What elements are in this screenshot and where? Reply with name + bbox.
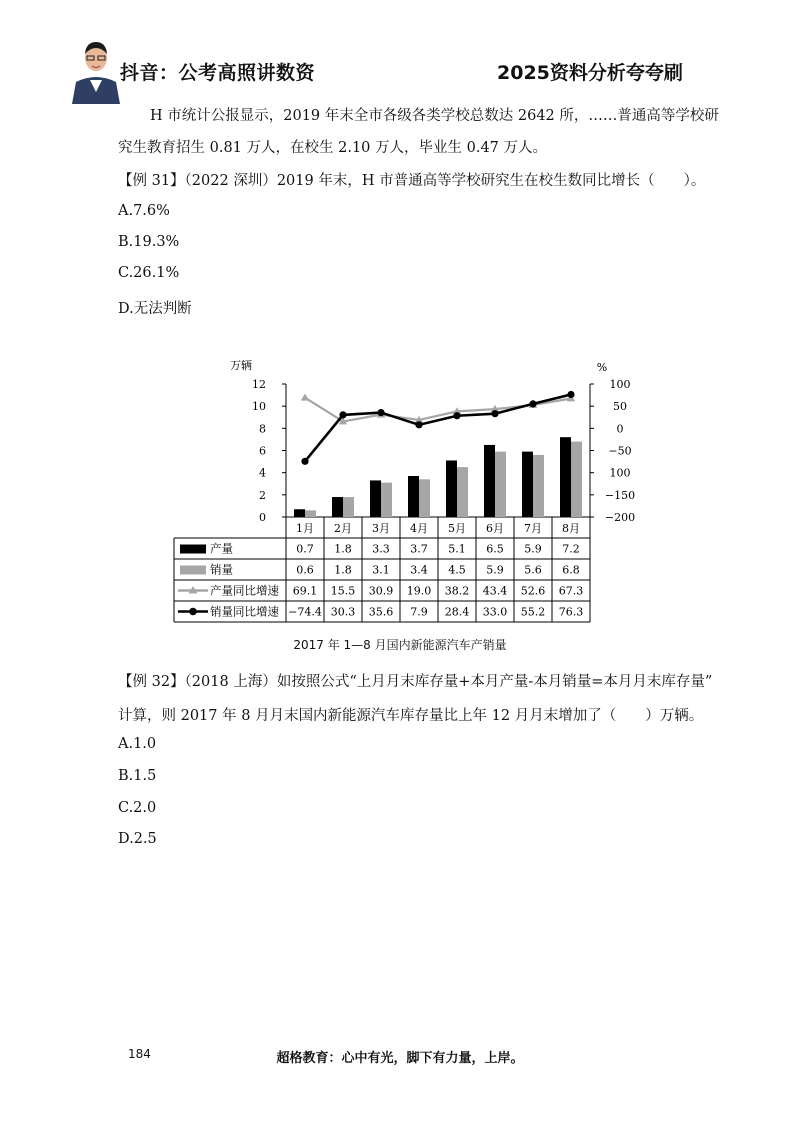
- header-right-title: 2025资料分析夸夸刷: [497, 62, 683, 84]
- table-value: 33.0: [482, 605, 508, 619]
- right-tick-label: 0: [616, 422, 624, 436]
- page-number: 184: [128, 1047, 151, 1061]
- bar-sales: [495, 452, 506, 517]
- point-sales-growth: [529, 400, 536, 407]
- table-value: 5.1: [448, 542, 466, 556]
- right-tick-label: 100: [609, 378, 631, 391]
- bar-sales: [305, 510, 316, 517]
- table-value: 0.6: [296, 563, 314, 577]
- q31-option-d: D.无法判断: [118, 301, 192, 317]
- bar-production: [484, 445, 495, 517]
- table-value: 0.7: [296, 542, 314, 556]
- table-value: 43.4: [482, 584, 508, 598]
- table-value: 19.0: [406, 584, 432, 598]
- author-avatar: [68, 30, 124, 104]
- table-value: −74.4: [288, 605, 322, 619]
- q31-option-b: B.19.3%: [118, 234, 180, 250]
- bar-production: [370, 480, 381, 517]
- point-sales-growth: [339, 411, 346, 418]
- legend-label: 销量: [210, 562, 233, 577]
- right-axis-unit: %: [596, 361, 608, 374]
- left-tick-label: 8: [259, 422, 266, 436]
- table-value: 38.2: [444, 584, 470, 598]
- q32-option-a: A.1.0: [118, 736, 157, 752]
- category-label: 8月: [562, 522, 580, 535]
- table-value: 52.6: [520, 584, 546, 598]
- q32-stem-line-1: 【例 32】（2018 上海）如按照公式“上月月末库存量+本月产量-本月销量=本月月末库存量”: [118, 674, 713, 690]
- right-tick-label: −50: [608, 444, 632, 458]
- table-value: 4.5: [448, 563, 466, 577]
- bar-sales: [457, 467, 468, 517]
- table-value: 5.6: [524, 563, 542, 577]
- table-value: 1.8: [334, 563, 352, 577]
- table-value: 3.4: [410, 563, 428, 577]
- right-tick-label: −200: [604, 511, 636, 524]
- bar-production: [332, 497, 343, 517]
- table-value: 7.9: [410, 605, 428, 619]
- category-label: 5月: [448, 522, 466, 535]
- legend-label: 产量: [210, 541, 233, 556]
- bar-production: [408, 476, 419, 517]
- q32-option-b: B.1.5: [118, 768, 157, 784]
- legend-marker-sales-growth: [189, 608, 197, 616]
- point-sales-growth: [415, 421, 422, 428]
- q32-option-c: C.2.0: [118, 800, 157, 816]
- footer-slogan: 超格教育：心中有光，脚下有力量，上岸。: [276, 1051, 524, 1066]
- left-tick-label: 12: [252, 378, 266, 391]
- legend-swatch-production: [180, 545, 206, 554]
- table-value: 69.1: [292, 584, 318, 598]
- table-value: 3.1: [372, 563, 390, 577]
- production-sales-chart: [170, 352, 636, 632]
- legend-label: 销量同比增速: [210, 604, 279, 619]
- bar-production: [446, 460, 457, 517]
- bar-sales: [419, 479, 430, 517]
- left-tick-label: 4: [259, 466, 266, 480]
- category-label: 3月: [372, 522, 390, 535]
- table-value: 7.2: [562, 542, 580, 556]
- left-tick-label: 6: [259, 444, 266, 458]
- point-sales-growth: [377, 409, 384, 416]
- q32-option-d: D.2.5: [118, 831, 157, 847]
- category-label: 1月: [296, 522, 314, 535]
- left-axis-unit: 万辆: [230, 359, 252, 372]
- table-value: 30.9: [368, 584, 394, 598]
- table-value: 28.4: [444, 605, 470, 619]
- category-label: 7月: [524, 522, 542, 535]
- point-sales-growth: [567, 391, 574, 398]
- q31-option-a: A.7.6%: [118, 203, 170, 219]
- legend-swatch-sales: [180, 566, 206, 575]
- table-value: 1.8: [334, 542, 352, 556]
- q31-option-c: C.26.1%: [118, 265, 180, 281]
- header-left-title: 抖音：公考高照讲数资: [120, 62, 316, 84]
- bar-production: [560, 437, 571, 517]
- bar-sales: [571, 442, 582, 517]
- point-sales-growth: [453, 412, 460, 419]
- chart-svg: [170, 352, 636, 632]
- right-tick-label: 100: [609, 466, 631, 480]
- left-tick-label: 2: [259, 488, 266, 502]
- bar-production: [294, 509, 305, 517]
- right-tick-label: 50: [613, 400, 627, 414]
- q31-stem: 【例 31】（2022 深圳）2019 年末，H 市普通高等学校研究生在校生数同比增长（ ）。: [118, 173, 706, 189]
- table-value: 5.9: [486, 563, 504, 577]
- right-tick-label: −150: [604, 488, 636, 502]
- point-production-growth: [301, 393, 309, 400]
- table-value: 35.6: [368, 605, 394, 619]
- table-value: 3.7: [410, 542, 428, 556]
- bar-sales: [381, 483, 392, 517]
- table-value: 67.3: [558, 584, 584, 598]
- table-value: 6.5: [486, 542, 504, 556]
- category-label: 6月: [486, 522, 504, 535]
- passage-line-1: H 市统计公报显示，2019 年末全市各级各类学校总数达 2642 所，……普通高等学校研: [150, 108, 719, 124]
- left-tick-label: 10: [252, 400, 266, 414]
- chart-title: 2017 年 1—8 月国内新能源汽车产销量: [293, 638, 507, 652]
- table-value: 76.3: [558, 605, 584, 619]
- table-value: 5.9: [524, 542, 542, 556]
- bar-sales: [533, 455, 544, 517]
- point-sales-growth: [491, 410, 498, 417]
- point-sales-growth: [301, 458, 308, 465]
- table-value: 55.2: [520, 605, 546, 619]
- q32-stem-line-2: 计算，则 2017 年 8 月月末国内新能源汽车库存量比上年 12 月月末增加了（ ）万辆。: [118, 708, 704, 724]
- passage-line-2: 究生教育招生 0.81 万人，在校生 2.10 万人，毕业生 0.47 万人。: [118, 140, 548, 156]
- table-value: 3.3: [372, 542, 390, 556]
- bar-production: [522, 452, 533, 517]
- category-label: 2月: [334, 522, 352, 535]
- category-label: 4月: [410, 522, 428, 535]
- table-value: 15.5: [330, 584, 356, 598]
- table-value: 30.3: [330, 605, 356, 619]
- left-tick-label: 0: [259, 511, 266, 524]
- table-value: 6.8: [562, 563, 580, 577]
- legend-label: 产量同比增速: [210, 583, 279, 598]
- bar-sales: [343, 497, 354, 517]
